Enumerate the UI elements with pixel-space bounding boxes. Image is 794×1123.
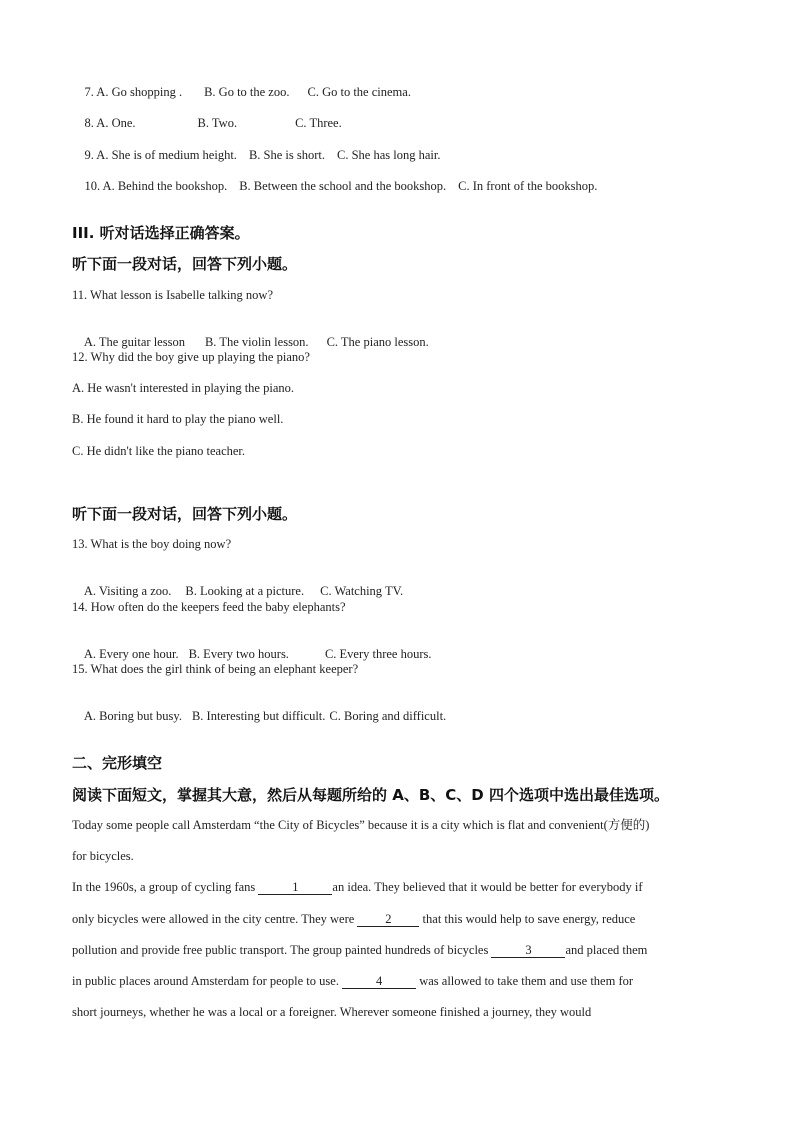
section-3-subheading-2: 听下面一段对话，回答下列小题。 bbox=[72, 505, 298, 523]
cloze-text: in public places around Amsterdam for people to use. bbox=[72, 974, 343, 988]
question-14: 14. How often do the keepers feed the baby elephants? bbox=[72, 600, 346, 614]
cloze-paragraph-2-line-4 bbox=[72, 973, 732, 989]
q8-option-b: B. Two. bbox=[197, 116, 238, 130]
cloze-text: pollution and provide free public transport. The group painted hundreds of bicycles bbox=[72, 943, 492, 957]
question-13: 13. What is the boy doing now? bbox=[72, 537, 232, 551]
cloze-text: an idea. They believed that it would be better for everybody if bbox=[332, 880, 643, 894]
q14-option-a: A. Every one hour. bbox=[83, 647, 179, 661]
question-10 bbox=[72, 162, 597, 210]
cloze-section-title: 二、完形填空 bbox=[72, 754, 163, 772]
q7-option-c: C. Go to the cinema. bbox=[307, 85, 411, 99]
q9-option-b: B. She is short. bbox=[248, 148, 325, 162]
q15-option-b: B. Interesting but difficult. bbox=[191, 709, 326, 723]
q14-option-c: C. Every three hours. bbox=[324, 647, 432, 661]
q10-option-a: 10. A. Behind the bookshop. bbox=[84, 179, 228, 193]
cloze-blank-1[interactable]: 1 bbox=[258, 880, 332, 895]
q13-option-b: B. Looking at a picture. bbox=[185, 584, 305, 598]
q11-option-b: B. The violin lesson. bbox=[204, 335, 309, 349]
cloze-instruction: 阅读下面短文，掌握其大意，然后从每题所给的 A、B、C、D 四个选项中选出最佳选项。 bbox=[72, 786, 669, 804]
cloze-blank-4[interactable]: 4 bbox=[342, 974, 416, 989]
q12-option-a: A. He wasn't interested in playing the piano. bbox=[72, 381, 294, 395]
question-15-options bbox=[72, 692, 446, 740]
cloze-paragraph-1-line-2: for bicycles. bbox=[72, 849, 134, 863]
cloze-text: and placed them bbox=[565, 943, 648, 957]
q10-option-b: B. Between the school and the bookshop. bbox=[239, 179, 447, 193]
question-15: 15. What does the girl think of being an elephant keeper? bbox=[72, 662, 359, 676]
q15-option-c: C. Boring and difficult. bbox=[329, 709, 447, 723]
q12-option-b: B. He found it hard to play the piano well. bbox=[72, 412, 284, 426]
cloze-text: only bicycles were allowed in the city centre. They were bbox=[72, 912, 358, 926]
cloze-text: that this would help to save energy, reduce bbox=[419, 912, 636, 926]
q8-option-c: C. Three. bbox=[295, 116, 342, 130]
cloze-paragraph-2-line-1 bbox=[72, 879, 732, 895]
q9-option-c: C. She has long hair. bbox=[337, 148, 441, 162]
cloze-paragraph-1-line-1: Today some people call Amsterdam “the City of Bicycles” because it is a city which is flat and convenient(方便的) bbox=[72, 818, 650, 832]
cloze-paragraph-2-line-3 bbox=[72, 942, 732, 958]
cloze-text: was allowed to take them and use them for bbox=[416, 974, 634, 988]
q8-option-a: 8. A. One. bbox=[84, 116, 136, 130]
cloze-paragraph-2-line-5: short journeys, whether he was a local or a foreigner. Wherever someone finished a journey, they would bbox=[72, 1005, 592, 1019]
q10-option-c: C. In front of the bookshop. bbox=[458, 179, 598, 193]
q13-option-c: C. Watching TV. bbox=[320, 584, 404, 598]
section-3-subheading-1: 听下面一段对话，回答下列小题。 bbox=[72, 255, 298, 273]
cloze-paragraph-2-line-2 bbox=[72, 911, 732, 927]
question-11: 11. What lesson is Isabelle talking now? bbox=[72, 288, 274, 302]
cloze-text: In the 1960s, a group of cycling fans bbox=[72, 880, 259, 894]
q14-option-b: B. Every two hours. bbox=[188, 647, 289, 661]
q12-option-c: C. He didn't like the piano teacher. bbox=[72, 444, 246, 458]
q11-option-c: C. The piano lesson. bbox=[326, 335, 429, 349]
q15-option-a: A. Boring but busy. bbox=[83, 709, 182, 723]
q7-option-a: 7. A. Go shopping . bbox=[84, 85, 183, 99]
question-12: 12. Why did the boy give up playing the piano? bbox=[72, 350, 310, 364]
cloze-blank-3[interactable]: 3 bbox=[491, 943, 565, 958]
q7-option-b: B. Go to the zoo. bbox=[204, 85, 290, 99]
q9-option-a: 9. A. She is of medium height. bbox=[84, 148, 237, 162]
q11-option-a: A. The guitar lesson bbox=[83, 335, 185, 349]
section-3-title: III. 听对话选择正确答案。 bbox=[72, 224, 250, 242]
q13-option-a: A. Visiting a zoo. bbox=[83, 584, 172, 598]
cloze-blank-2[interactable]: 2 bbox=[357, 912, 419, 927]
